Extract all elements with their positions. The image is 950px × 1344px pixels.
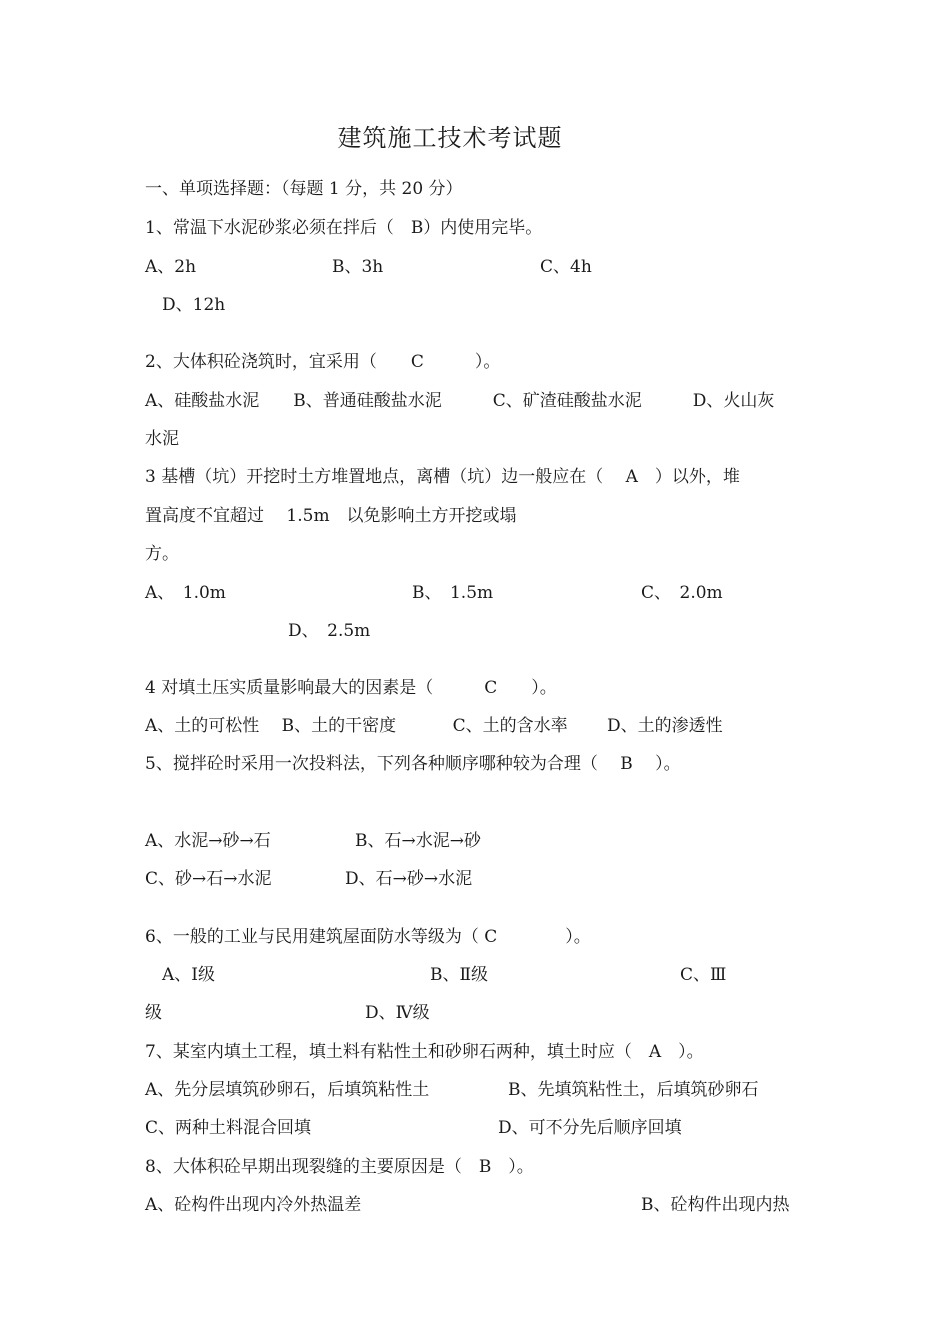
question-1-option-d: D、12h [162, 295, 226, 315]
question-8-option-a: A、砼构件出现内冷外热温差 [145, 1195, 362, 1215]
question-8-option-b: B、砼构件出现内热 [641, 1195, 790, 1215]
question-1-option-c: C、4h [540, 257, 592, 277]
question-6-option-a: A、Ⅰ级 [162, 965, 215, 985]
question-1-option-b: B、3h [332, 257, 384, 277]
question-7-option-d: D、可不分先后顺序回填 [498, 1118, 682, 1138]
question-4-stem: 4 对填土压实质量影响最大的因素是（ C ）。 [145, 678, 557, 698]
question-7-option-b: B、先填筑粘性土，后填筑砂卵石 [508, 1080, 759, 1100]
section-heading: 一、单项选择题：（每题 1 分，共 20 分） [145, 179, 463, 199]
question-5-stem: 5、搅拌砼时采用一次投料法，下列各种顺序哪种较为合理（ B ）。 [145, 754, 681, 774]
question-6-option-d: D、Ⅳ级 [365, 1003, 430, 1023]
question-3-stem-line-3: 方。 [145, 544, 179, 564]
question-5-option-b: B、石→水泥→砂 [355, 831, 481, 851]
question-6-option-b: B、Ⅱ级 [430, 965, 489, 985]
question-3-option-b: B、 1.5m [412, 583, 494, 603]
question-3-option-c: C、 2.0m [641, 583, 723, 603]
question-7-option-a: A、先分层填筑砂卵石，后填筑粘性土 [145, 1080, 430, 1100]
question-1-stem: 1、常温下水泥砂浆必须在拌后（ B）内使用完毕。 [145, 218, 543, 238]
question-8-stem: 8、大体积砼早期出现裂缝的主要原因是（ B ）。 [145, 1157, 534, 1177]
question-7-option-c: C、两种土料混合回填 [145, 1118, 312, 1138]
page-title: 建筑施工技术考试题 [337, 124, 563, 152]
question-3-stem-line-2: 置高度不宜超过 1.5m 以免影响土方开挖或塌 [145, 506, 517, 526]
question-6-option-c: C、Ⅲ [680, 965, 727, 985]
question-5-option-c: C、砂→石→水泥 [145, 869, 272, 889]
question-5-option-d: D、石→砂→水泥 [345, 869, 473, 889]
question-3-option-d: D、 2.5m [288, 621, 371, 641]
question-1-option-a: A、2h [145, 257, 197, 277]
question-7-stem: 7、某室内填土工程，填土料有粘性土和砂卵石两种，填土时应（ A ）。 [145, 1042, 704, 1062]
question-3-stem-line-1: 3 基槽（坑）开挖时土方堆置地点，离槽（坑）边一般应在（ A ）以外，堆 [145, 467, 740, 487]
question-5-option-a: A、水泥→砂→石 [145, 831, 271, 851]
question-6-option-c-wrap: 级 [145, 1003, 162, 1023]
question-6-stem: 6、一般的工业与民用建筑屋面防水等级为（ C ）。 [145, 927, 591, 947]
question-3-option-a: A、 1.0m [145, 583, 226, 603]
question-4-options: A、土的可松性 B、土的干密度 C、土的含水率 D、土的渗透性 [145, 716, 723, 736]
question-2-stem: 2、大体积砼浇筑时，宜采用（ C ）。 [145, 352, 501, 372]
question-2-options-wrap: 水泥 [145, 429, 179, 449]
question-2-options: A、硅酸盐水泥 B、普通硅酸盐水泥 C、矿渣硅酸盐水泥 D、火山灰 [145, 391, 775, 411]
